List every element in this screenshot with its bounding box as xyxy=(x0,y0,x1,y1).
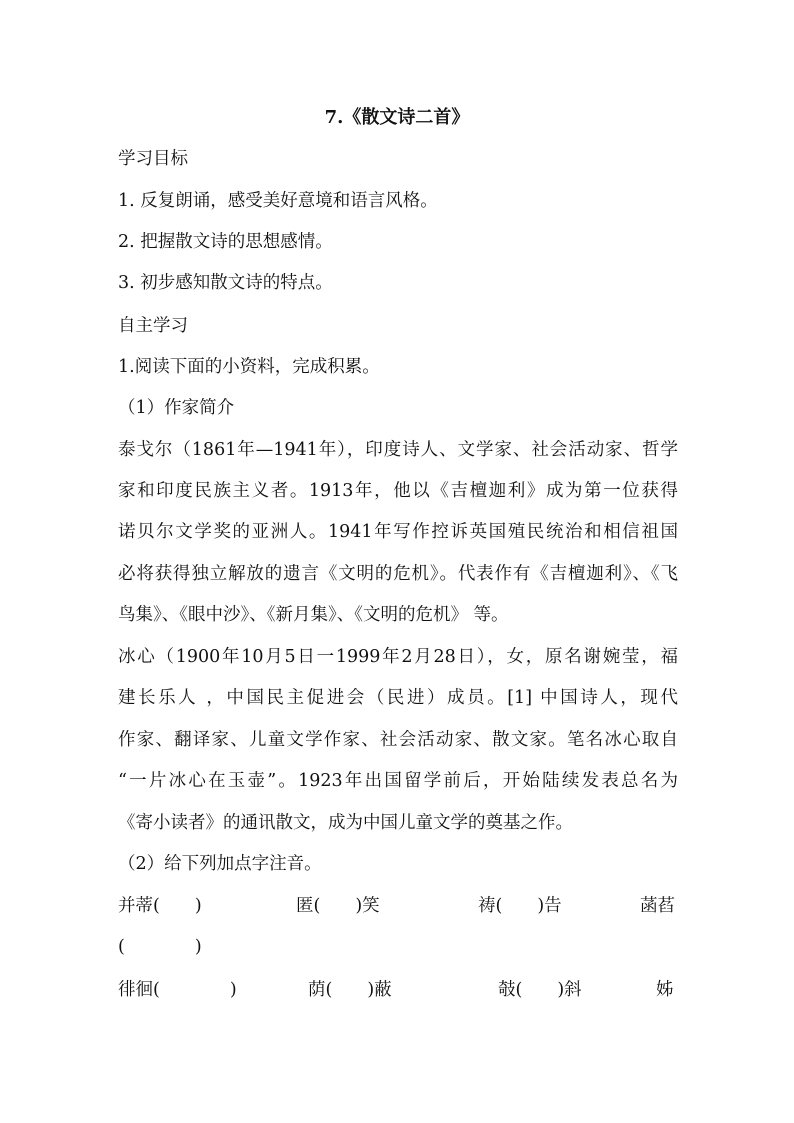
phonetic-item: 并蒂( ) xyxy=(118,896,202,916)
phonetic-item: 菡萏 xyxy=(640,896,675,916)
document-title: 7.《散文诗二首》 xyxy=(324,107,470,128)
goal-item-2: 2. 把握散文诗的思想感情。 xyxy=(118,232,333,252)
phonetic-item: 攲( )斜 xyxy=(498,980,582,1000)
phonetic-row-1 xyxy=(118,894,678,918)
tagore-line-3: 诺贝尔文学奖的亚洲人。1941年写作控诉英国殖民统治和相信祖国 xyxy=(118,522,678,542)
phonetic-item: 徘徊( ) xyxy=(118,980,237,1000)
phonetic-item: 匿( )笑 xyxy=(296,896,380,916)
bingxin-line-5: 《寄小读者》的通讯散文，成为中国儿童文学的奠基之作。 xyxy=(118,813,573,833)
section-phonetic: （2）给下列加点字注音。 xyxy=(118,854,322,874)
goals-heading: 学习目标 xyxy=(118,149,188,169)
phonetic-row-2 xyxy=(118,978,678,1002)
tagore-line-5: 鸟集》、《眼中沙》、《新月集》、《文明的危机》 等。 xyxy=(118,605,509,625)
tagore-line-2: 家和印度民族主义者。1913年，他以《吉檀迦利》成为第一位获得 xyxy=(118,481,678,501)
phonetic-item: 姊 xyxy=(656,980,674,1000)
tagore-line-4: 必将获得独立解放的遗言《文明的危机》。代表作有《吉檀迦利》、《飞 xyxy=(118,564,678,584)
goal-item-3: 3. 初步感知散文诗的特点。 xyxy=(118,273,333,293)
section-author-intro: （1）作家简介 xyxy=(118,398,235,418)
bingxin-line-3: 作家、翻译家、儿童文学作家、社会活动家、散文家。笔名冰心取自 xyxy=(118,730,678,750)
phonetic-item: 祷( )告 xyxy=(478,896,562,916)
phonetic-row-1-continued xyxy=(118,935,678,959)
self-study-heading: 自主学习 xyxy=(118,316,188,336)
task-text: 1.阅读下面的小资料，完成积累。 xyxy=(118,357,380,377)
phonetic-item: ( ) xyxy=(118,937,202,957)
bingxin-line-1: 冰心（1900年10月5日一1999年2月28日），女，原名谢婉莹，福 xyxy=(118,647,678,667)
bingxin-line-4: “一片冰心在玉壶”。1923年出国留学前后，开始陆续发表总名为 xyxy=(118,771,678,791)
tagore-line-1: 泰戈尔（1861年—1941年），印度诗人、文学家、社会活动家、哲学 xyxy=(118,440,678,460)
phonetic-item: 荫( )蔽 xyxy=(308,980,392,1000)
bingxin-line-2: 建长乐人 ，中国民主促进会（民进）成员。[1] 中国诗人，现代 xyxy=(118,688,678,708)
goal-item-1: 1. 反复朗诵，感受美好意境和语言风格。 xyxy=(118,191,438,211)
